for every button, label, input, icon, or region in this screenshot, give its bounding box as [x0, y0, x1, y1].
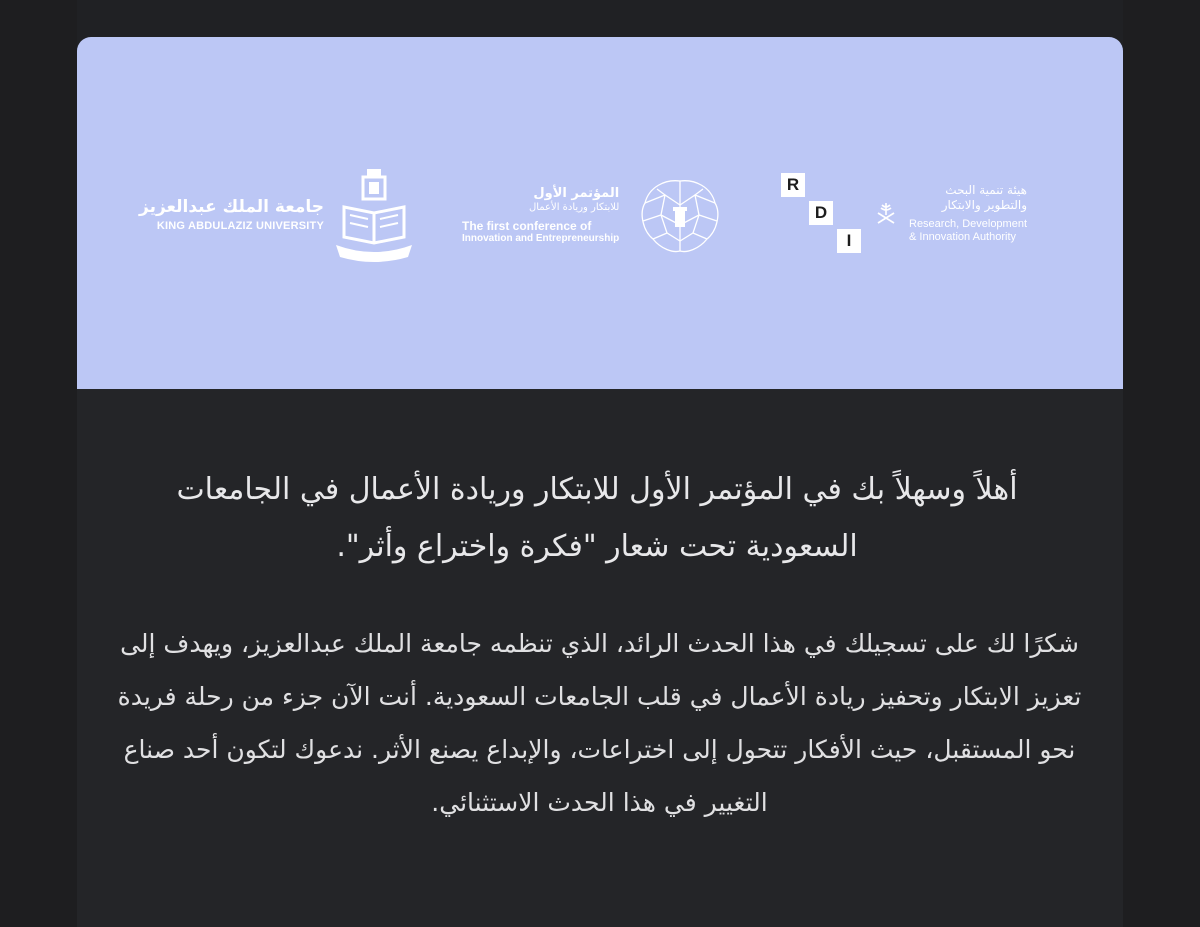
email-card [77, 37, 1123, 927]
brain-network-icon [637, 175, 723, 257]
rdi-name-ar-line2: والتطوير والابتكار [941, 197, 1028, 212]
rdi-name-en-line2: & Innovation Authority [909, 231, 1017, 244]
rdi-name-ar-line1: هيئة تنمية البحث [945, 183, 1028, 198]
rdi-logo [781, 173, 1027, 255]
right-margin [1123, 0, 1200, 927]
kau-text [139, 198, 324, 232]
kau-emblem-icon [334, 167, 414, 263]
message-body [77, 389, 1123, 927]
conference-title-ar-line2: للابتكار وريادة الأعمال [528, 201, 620, 213]
left-margin [0, 0, 77, 927]
rdi-mark-spacer [781, 201, 805, 225]
conference-title-ar-line1: المؤتمر الأول [533, 186, 620, 202]
rdi-letter-r: R [781, 173, 805, 197]
thanks-paragraph: شكرًا لك على تسجيلك في هذا الحدث الرائد، الذي تنظمه جامعة الملك عبدالعزيز، ويهدف إلى تعزيز الابتكار وتحفيز ريادة الأعمال في قلب الجامعات السعودية. أنت الآن جزء من رحلة فريدة نحو المستقبل، حيث الأفكار تتحول إلى اختراعات، والإبداع يصنع الأثر. ندعوك لتكون أحد صناع التغيير في هذا الحدث الاستثنائي. [117, 629, 1082, 817]
conference-title-en-line1: The first conference of [462, 218, 592, 233]
rdi-mark [781, 173, 865, 255]
rdi-letter-i: I [837, 229, 861, 253]
conference-title-en-line2: Innovation and Entrepreneurship [462, 233, 620, 245]
rdi-letter-d: D [809, 201, 833, 225]
conference-logo [462, 175, 723, 257]
rdi-name-en-line1: Research, Development [909, 218, 1028, 231]
welcome-heading: أهلاً وسهلاً بك في المؤتمر الأول للابتكار وريادة الأعمال في الجامعات السعودية تحت شعار "فكرة واختراع وأثر". [176, 472, 1018, 564]
header-banner [77, 37, 1123, 389]
kau-logo [139, 167, 414, 263]
kau-name-en: KING ABDULAZIZ UNIVERSITY [156, 219, 324, 232]
saudi-emblem-icon [875, 201, 897, 225]
kau-name-ar: جامعة الملك عبدالعزيز [139, 197, 324, 218]
rdi-text [909, 183, 1027, 244]
conference-text [462, 187, 619, 245]
